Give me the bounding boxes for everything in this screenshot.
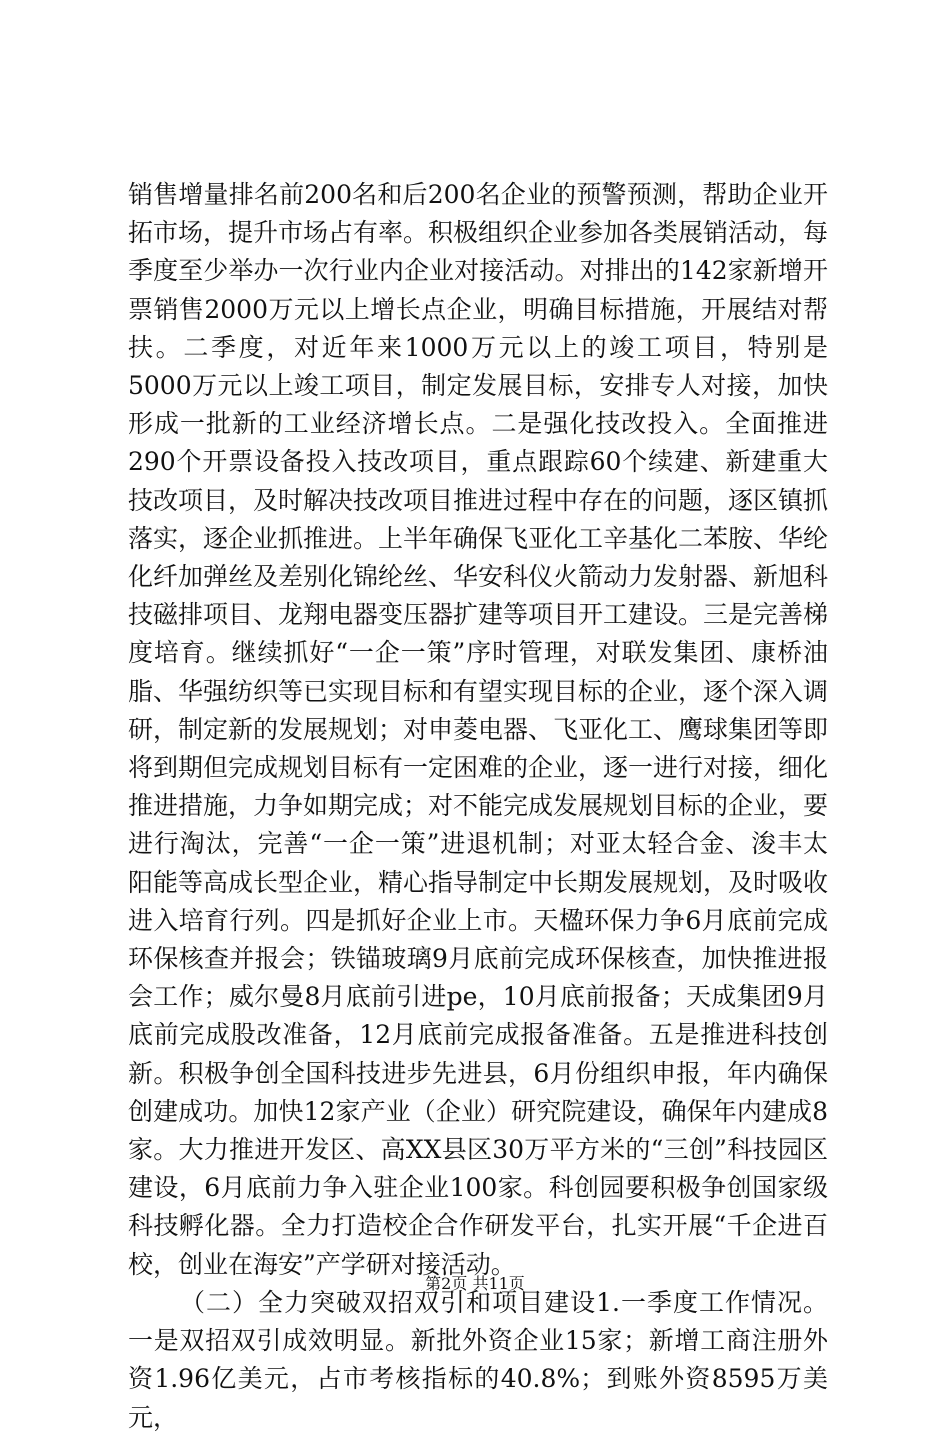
document-body (128, 176, 828, 1437)
paragraph-continuation: 销售增量排名前200名和后200名企业的预警预测，帮助企业开拓市场，提升市场占有率。积极组织企业参加各类展销活动，每季度至少举办一次行业内企业对接活动。对排出的142家新增开票销售2000万元以上增长点企业，明确目标措施，开展结对帮扶。二季度，对近年来1000万元以上的竣工项目，特别是5000万元以上竣工项目，制定发展目标，安排专人对接，加快形成一批新的工业经济增长点。二是强化技改投入。全面推进290个开票设备投入技改项目，重点跟踪60个续建、新建重大技改项目，及时解决技改项目推进过程中存在的问题，逐区镇抓落实，逐企业抓推进。上半年确保飞亚化工辛基化二苯胺、华纶化纤加弹丝及差别化锦纶丝、华安科仪火箭动力发射器、新旭科技磁排项目、龙翔电器变压器扩建等项目开工建设。三是完善梯度培育。继续抓好“一企一策”序时管理，对联发集团、康桥油脂、华强纺织等已实现目标和有望实现目标的企业，逐个深入调研，制定新的发展规划；对申菱电器、飞亚化工、鹰球集团等即将到期但完成规划目标有一定困难的企业，逐一进行对接，细化推进措施，力争如期完成；对不能完成发展规划目标的企业，要进行淘汰，完善“一企一策”进退机制；对亚太轻合金、浚丰太阳能等高成长型企业，精心指导制定中长期发展规划，及时吸收进入培育行列。四是抓好企业上市。天楹环保力争6月底前完成环保核查并报会；铁锚玻璃9月底前完成环保核查，加快推进报会工作；威尔曼8月底前引进pe，10月底前报备；天成集团9月底前完成股改准备，12月底前完成报备准备。五是推进科技创新。积极争创全国科技进步先进县，6月份组织申报，年内确保创建成功。加快12家产业（企业）研究院建设，确保年内建成8家。大力推进开发区、高XX县区30万平方米的“三创”科技园区建设，6月底前力争入驻企业100家。科创园要积极争创国家级科技孵化器。全力打造校企合作研发平台，扎实开展“千企进百校，创业在海安”产学研对接活动。 (128, 180, 829, 1279)
paragraph-section-two: （二）全力突破双招双引和项目建设1.一季度工作情况。一是双招双引成效明显。新批外资企业15家；新增工商注册外资1.96亿美元，占市考核指标的40.8%；到账外资8595万美元， (128, 1287, 828, 1432)
page-number-footer: 第2页 共11页 (425, 1274, 525, 1293)
